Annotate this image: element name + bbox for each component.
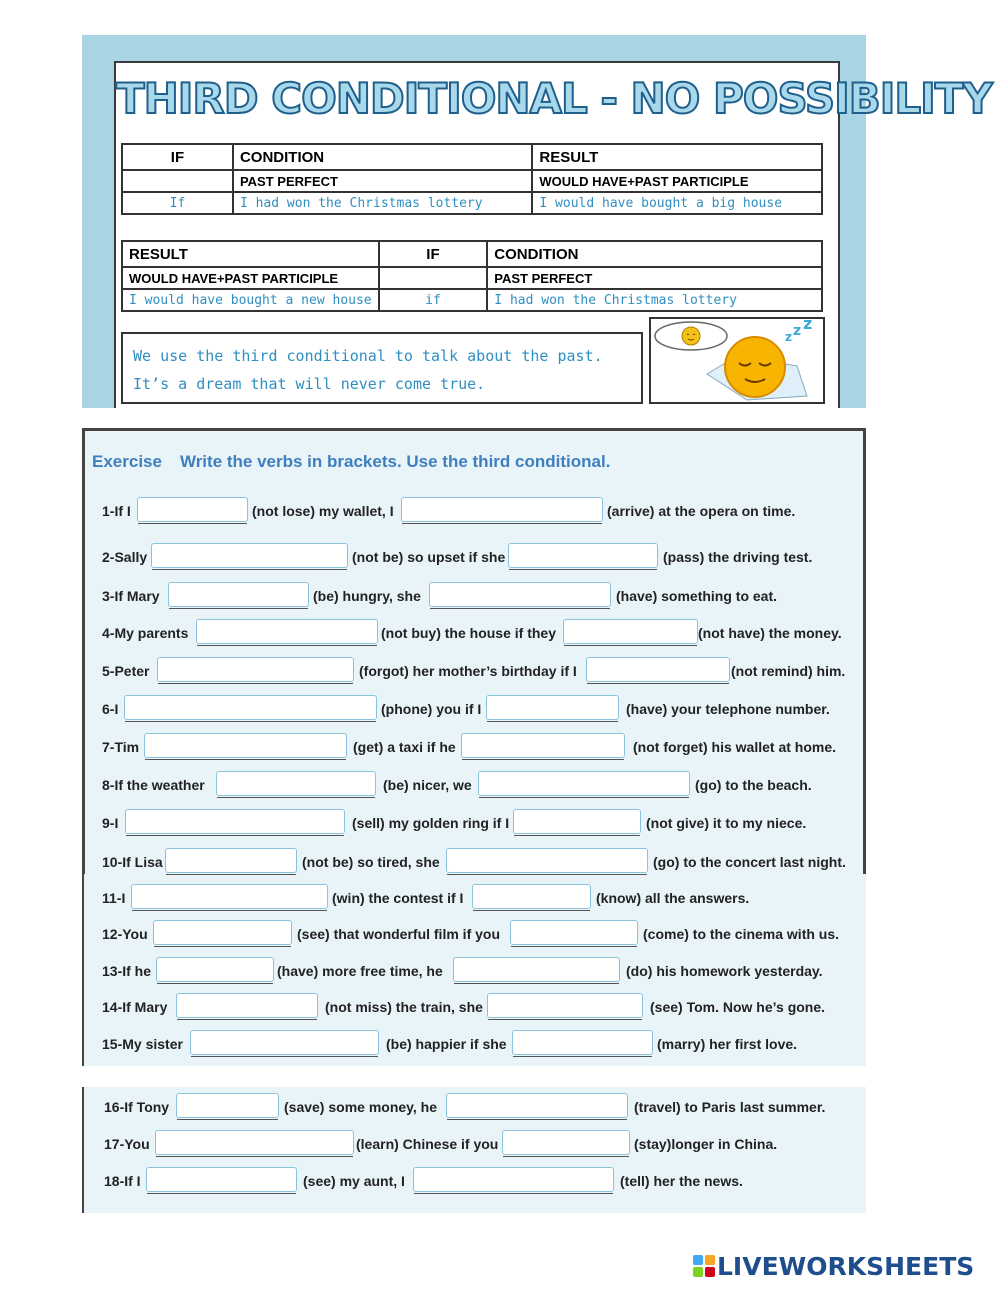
item-prompt-middle: (sell) my golden ring if I bbox=[352, 815, 510, 831]
item-prompt-start: 13-If he bbox=[102, 963, 152, 979]
answer-blank-2[interactable] bbox=[508, 543, 658, 568]
answer-blank-2[interactable] bbox=[486, 695, 619, 720]
exercise-item bbox=[0, 884, 1000, 910]
item-prompt-middle: (be) hungry, she bbox=[313, 588, 421, 604]
answer-blank-2[interactable] bbox=[478, 771, 690, 796]
item-prompt-start: 17-You bbox=[104, 1136, 150, 1152]
item-prompt-middle: (not buy) the house if they bbox=[381, 625, 556, 641]
page-title: THIRD CONDITIONAL - NO POSSIBILITY bbox=[116, 74, 992, 123]
exercise-item bbox=[0, 848, 1000, 874]
item-prompt-start: 2-Sally bbox=[102, 549, 148, 565]
answer-blank-1[interactable] bbox=[137, 497, 248, 522]
item-prompt-start: 7-Tim bbox=[102, 739, 140, 755]
table-header: RESULT bbox=[532, 144, 822, 170]
svg-text:z: z bbox=[803, 319, 813, 333]
grammar-table-if-first bbox=[121, 143, 823, 215]
table-cell: PAST PERFECT bbox=[487, 267, 822, 289]
answer-blank-1[interactable] bbox=[157, 657, 354, 682]
item-prompt-end: (have) your telephone number. bbox=[626, 701, 830, 717]
item-prompt-end: (travel) to Paris last summer. bbox=[634, 1099, 826, 1115]
exercise-item bbox=[0, 993, 1000, 1019]
item-prompt-middle: (not miss) the train, she bbox=[325, 999, 483, 1015]
exercise-item bbox=[0, 619, 1000, 645]
exercise-item bbox=[0, 1167, 1000, 1193]
answer-blank-1[interactable] bbox=[144, 733, 347, 758]
item-prompt-end: (not have) the money. bbox=[698, 625, 842, 641]
answer-blank-1[interactable] bbox=[216, 771, 376, 796]
table-cell: I had won the Christmas lottery bbox=[487, 289, 822, 311]
answer-blank-1[interactable] bbox=[131, 884, 328, 909]
table-cell: If bbox=[122, 192, 233, 214]
item-prompt-start: 3-If Mary bbox=[102, 588, 160, 604]
exercise-item bbox=[0, 582, 1000, 608]
table-header: IF bbox=[122, 144, 233, 170]
answer-blank-2[interactable] bbox=[563, 619, 698, 644]
item-prompt-end: (not give) it to my niece. bbox=[646, 815, 807, 831]
exercise-item bbox=[0, 771, 1000, 797]
logo-text: LIVEWORKSHEETS bbox=[717, 1252, 975, 1281]
table-cell: if bbox=[379, 289, 488, 311]
answer-blank-2[interactable] bbox=[446, 848, 648, 873]
item-prompt-end: (stay)longer in China. bbox=[634, 1136, 778, 1152]
table-cell bbox=[122, 170, 233, 192]
usage-note-line: It’s a dream that will never come true. bbox=[133, 375, 486, 393]
answer-blank-1[interactable] bbox=[146, 1167, 297, 1192]
item-prompt-middle: (be) happier if she bbox=[386, 1036, 507, 1052]
item-prompt-end: (not remind) him. bbox=[731, 663, 846, 679]
answer-blank-1[interactable] bbox=[196, 619, 378, 644]
dreaming-sun-illustration bbox=[649, 317, 825, 404]
answer-blank-2[interactable] bbox=[510, 920, 638, 945]
item-prompt-end: (do) his homework yesterday. bbox=[626, 963, 823, 979]
grammar-table-result-first bbox=[121, 240, 823, 312]
exercise-item bbox=[0, 920, 1000, 946]
item-prompt-middle: (learn) Chinese if you bbox=[356, 1136, 499, 1152]
item-prompt-start: 10-If Lisa bbox=[102, 854, 163, 870]
dreaming-sun-icon bbox=[651, 319, 823, 402]
item-prompt-start: 16-If Tony bbox=[104, 1099, 170, 1115]
answer-blank-2[interactable] bbox=[453, 957, 620, 982]
answer-blank-1[interactable] bbox=[165, 848, 297, 873]
item-prompt-start: 9-I bbox=[102, 815, 119, 831]
exercise-item bbox=[0, 1130, 1000, 1156]
answer-blank-2[interactable] bbox=[487, 993, 643, 1018]
answer-blank-1[interactable] bbox=[176, 993, 318, 1018]
item-prompt-end: (see) Tom. Now he’s gone. bbox=[650, 999, 826, 1015]
item-prompt-end: (go) to the concert last night. bbox=[653, 854, 846, 870]
item-prompt-end: (tell) her the news. bbox=[620, 1173, 743, 1189]
item-prompt-middle: (not lose) my wallet, I bbox=[252, 503, 394, 519]
answer-blank-2[interactable] bbox=[461, 733, 625, 758]
grammar-panel bbox=[82, 35, 992, 408]
answer-blank-1[interactable] bbox=[151, 543, 348, 568]
exercise-item bbox=[0, 1030, 1000, 1056]
answer-blank-1[interactable] bbox=[168, 582, 309, 607]
item-prompt-start: 12-You bbox=[102, 926, 148, 942]
exercise-item bbox=[0, 1093, 1000, 1119]
table-cell: WOULD HAVE+PAST PARTICIPLE bbox=[532, 170, 822, 192]
item-prompt-middle: (have) more free time, he bbox=[277, 963, 443, 979]
item-prompt-start: 6-I bbox=[102, 701, 119, 717]
exercise-item bbox=[0, 957, 1000, 983]
answer-blank-1[interactable] bbox=[155, 1130, 354, 1155]
table-cell: I would have bought a big house bbox=[532, 192, 822, 214]
answer-blank-2[interactable] bbox=[429, 582, 611, 607]
table-cell: I would have bought a new house bbox=[122, 289, 379, 311]
usage-note-line: We use the third conditional to talk about the past. bbox=[133, 347, 603, 365]
item-prompt-start: 11-I bbox=[102, 890, 126, 906]
item-prompt-end: (know) all the answers. bbox=[596, 890, 750, 906]
logo-mark-icon bbox=[693, 1255, 715, 1277]
answer-blank-1[interactable] bbox=[190, 1030, 379, 1055]
item-prompt-end: (have) something to eat. bbox=[616, 588, 778, 604]
item-prompt-middle: (be) nicer, we bbox=[383, 777, 472, 793]
answer-blank-2[interactable] bbox=[513, 809, 641, 834]
item-prompt-start: 5-Peter bbox=[102, 663, 150, 679]
item-prompt-middle: (get) a taxi if he bbox=[353, 739, 456, 755]
exercise-item bbox=[0, 733, 1000, 759]
svg-text:z: z bbox=[793, 323, 802, 339]
table-header: IF bbox=[379, 241, 488, 267]
answer-blank-2[interactable] bbox=[472, 884, 591, 909]
item-prompt-middle: (not be) so upset if she bbox=[352, 549, 506, 565]
item-prompt-start: 8-If the weather bbox=[102, 777, 205, 793]
item-prompt-middle: (see) my aunt, I bbox=[303, 1173, 405, 1189]
exercise-heading bbox=[92, 452, 610, 472]
item-prompt-middle: (save) some money, he bbox=[284, 1099, 438, 1115]
answer-blank-2[interactable] bbox=[502, 1130, 630, 1155]
item-prompt-end: (pass) the driving test. bbox=[663, 549, 813, 565]
item-prompt-middle: (forgot) her mother’s birthday if I bbox=[359, 663, 577, 679]
answer-blank-1[interactable] bbox=[125, 809, 345, 834]
exercise-item bbox=[0, 543, 1000, 569]
grammar-card bbox=[114, 61, 992, 408]
answer-blank-2[interactable] bbox=[512, 1030, 653, 1055]
item-prompt-start: 14-If Mary bbox=[102, 999, 168, 1015]
answer-blank-2[interactable] bbox=[413, 1167, 614, 1192]
answer-blank-1[interactable] bbox=[156, 957, 274, 982]
item-prompt-start: 15-My sister bbox=[102, 1036, 183, 1052]
table-cell: WOULD HAVE+PAST PARTICIPLE bbox=[122, 267, 379, 289]
exercise-panel bbox=[82, 428, 866, 874]
item-prompt-middle: (see) that wonderful film if you bbox=[297, 926, 501, 942]
table-cell bbox=[379, 267, 488, 289]
answer-blank-2[interactable] bbox=[586, 657, 730, 682]
item-prompt-middle: (not be) so tired, she bbox=[302, 854, 440, 870]
item-prompt-middle: (win) the contest if I bbox=[332, 890, 464, 906]
usage-note bbox=[121, 332, 643, 404]
item-prompt-end: (not forget) his wallet at home. bbox=[633, 739, 837, 755]
item-prompt-middle: (phone) you if I bbox=[381, 701, 482, 717]
item-prompt-end: (go) to the beach. bbox=[695, 777, 812, 793]
item-prompt-start: 18-If I bbox=[104, 1173, 141, 1189]
exercise-item bbox=[0, 695, 1000, 721]
answer-blank-1[interactable] bbox=[153, 920, 292, 945]
liveworksheets-logo bbox=[693, 1252, 974, 1281]
svg-text:z: z bbox=[785, 330, 792, 344]
item-prompt-start: 1-If I bbox=[102, 503, 131, 519]
exercise-item bbox=[0, 809, 1000, 835]
table-header: CONDITION bbox=[487, 241, 822, 267]
exercise-item bbox=[0, 657, 1000, 683]
answer-blank-1[interactable] bbox=[176, 1093, 279, 1118]
item-prompt-end: (come) to the cinema with us. bbox=[643, 926, 840, 942]
exercise-instruction: Write the verbs in brackets. Use the third conditional. bbox=[179, 452, 611, 471]
exercise-item bbox=[0, 497, 1000, 523]
answer-blank-2[interactable] bbox=[446, 1093, 628, 1118]
answer-blank-2[interactable] bbox=[401, 497, 603, 522]
table-header: CONDITION bbox=[233, 144, 532, 170]
table-header: RESULT bbox=[122, 241, 379, 267]
exercise-label: Exercise bbox=[92, 452, 162, 471]
answer-blank-1[interactable] bbox=[124, 695, 377, 720]
item-prompt-end: (marry) her first love. bbox=[657, 1036, 798, 1052]
table-cell: PAST PERFECT bbox=[233, 170, 532, 192]
table-cell: I had won the Christmas lottery bbox=[233, 192, 532, 214]
item-prompt-end: (arrive) at the opera on time. bbox=[607, 503, 796, 519]
item-prompt-start: 4-My parents bbox=[102, 625, 189, 641]
